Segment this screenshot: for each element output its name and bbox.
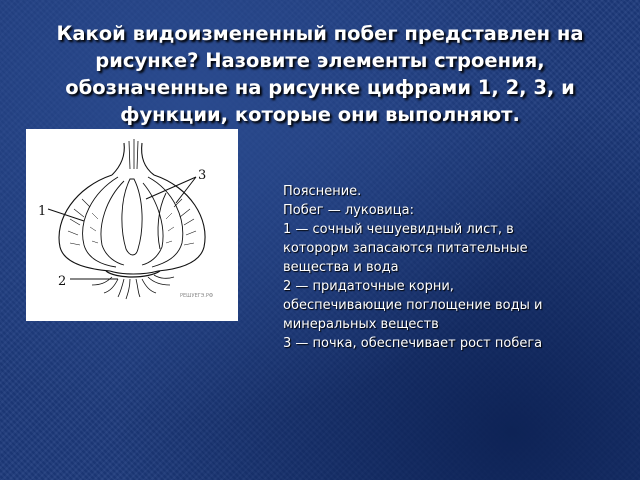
explanation-line: Побег — луковица: [283,203,414,218]
figure-label-1: 1 [38,204,47,219]
title-line: обозначенные на рисунке цифрами 1, 2, 3, и [65,76,575,99]
slide-title [20,20,620,128]
explanation-block [283,182,623,353]
explanation-line: обеспечивающие поглощение воды и [283,298,543,313]
title-line: функции, которые они выполняют. [120,103,520,126]
onion-bulb-drawing [26,129,238,321]
explanation-line: минеральных веществ [283,317,439,332]
explanation-line: 1 — сочный чешуевидный лист, в [283,222,514,237]
explanation-line: вещества и вода [283,260,399,275]
explanation-line: 2 — придаточные корни, [283,279,454,294]
figure-label-2: 2 [58,274,67,289]
explanation-line: Пояснение. [283,184,362,199]
title-line: рисунке? Назовите элементы строения, [95,49,545,72]
title-line: Какой видоизмененный побег представлен на [56,22,584,45]
explanation-line: 3 — почка, обеспечивает рост побега [283,336,543,351]
bulb-figure [26,129,238,321]
figure-watermark: РЕШУЕГЭ.РФ [180,293,214,299]
figure-label-3: 3 [198,168,207,183]
explanation-line: которорм запасаются питательные [283,241,528,256]
